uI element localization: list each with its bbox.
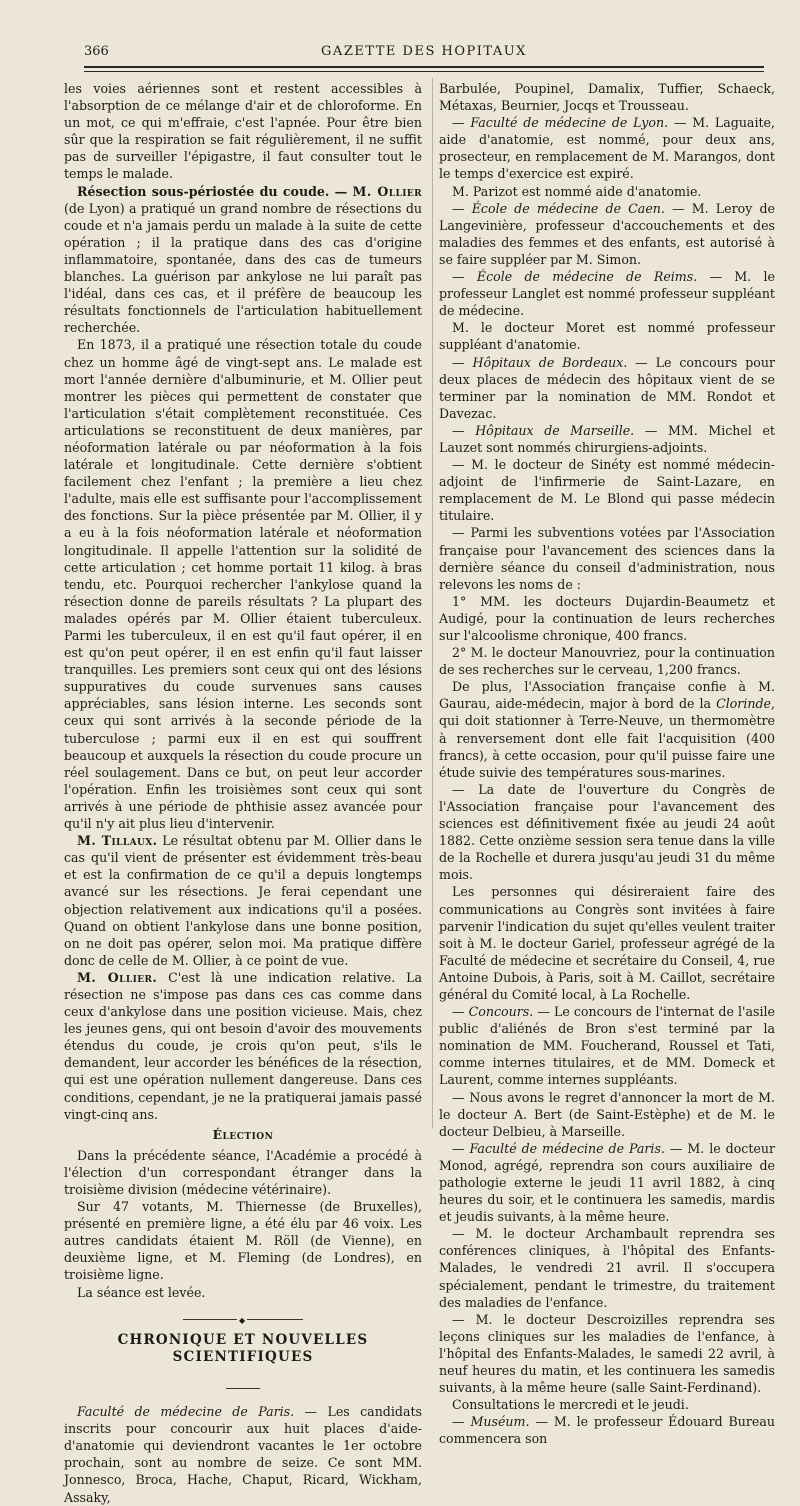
paragraph-text: , qui doit stationner à Terre-Neuve, un thermomètre à renversement dont elle fait l'acquisition (400 francs), à cette occasion, pour qu'il puisse faire une étude suivie des températures sous-marines.	[439, 696, 775, 780]
page-number: 366	[84, 44, 109, 59]
speaker-name: M. Ollier.	[77, 969, 158, 985]
paragraph: — La date de l'ouverture du Congrès de l'Association française pour l'avancement des sciences est définitivement fixée au jeudi 24 août 1882. Cette onzième session sera tenue dans la ville de la Rochelle et durera jusqu'au jeudi 31 du même mois.	[439, 781, 775, 883]
election-heading: Élection	[212, 1126, 274, 1142]
paragraph: — École de médecine de Caen. — M. Leroy de Langevinière, professeur d'accouchements et des maladies des femmes et des enfants, est autorisé à se faire suppléer par M. Simon.	[439, 200, 775, 267]
speaker-name: M. Tillaux.	[77, 833, 158, 849]
paragraph: Consultations le mercredi et le jeudi.	[452, 1397, 689, 1413]
paragraph-lead: Hôpitaux de Marseille.	[475, 422, 635, 438]
paragraph-lead: Faculté de médecine de Paris.	[77, 1404, 295, 1420]
paragraph-lead: Résection sous-périostée du coude. —	[77, 183, 353, 199]
paragraph-text: — Le concours pour deux places de médecin des hôpitaux vient de se terminer par la nomination de MM. Rondot et Davezac.	[439, 354, 775, 421]
paragraph: — Parmi les subventions votées par l'Association française pour l'avancement des sciences dans la dernière séance du conseil d'administration, nous relevons les noms de :	[439, 525, 775, 592]
paragraph: — Nous avons le regret d'annoncer la mort de M. le docteur A. Bert (de Saint-Estèphe) et de M. le docteur Delbieu, à Marseille.	[439, 1089, 775, 1139]
paragraph-lead: Muséum.	[470, 1414, 530, 1430]
paragraph-text: — M. Leroy de Langevinière, professeur d'accouchements et des maladies des femmes et des enfants, est autorisé à se faire suppléer par M. Simon.	[439, 200, 775, 267]
paragraph-text: — M. le professeur Édouard Bureau commencera son	[439, 1414, 775, 1447]
paragraph-lead: École de médecine de Reims.	[476, 269, 698, 285]
paragraph: — École de médecine de Reims. — M. le professeur Langlet est nommé professeur suppléant de médecine.	[439, 269, 775, 319]
paragraph	[64, 832, 422, 969]
paragraph: Dans la précédente séance, l'Académie a procédé à l'élection d'un correspondant étranger dans la troisième division (médecine vétérinaire).	[64, 1147, 422, 1197]
paragraph-lead: Faculté de médecine de Lyon.	[470, 115, 669, 131]
paragraph-text: (de Lyon) a pratiqué un grand nombre de résections du coude et n'a jamais perdu un malade à la suite de cette opération ; il la pratique dans des cas d'origine inflammatoire, spontanée, dans des cas de tumeurs blanches. La guérison par ankylose ne lui paraît pas l'idéal, dans ces cas, et il préfère de beaucoup les résultats fonctionnels de l'articulation habituellement recherchée.	[64, 200, 422, 336]
paragraph: La séance est levée.	[77, 1284, 206, 1300]
paragraph: — Hôpitaux de Marseille. — MM. Michel et Lauzet sont nommés chirurgiens-adjoints.	[439, 422, 775, 455]
header-rule-thin	[84, 71, 764, 72]
paragraph: — Faculté de médecine de Paris. — M. le docteur Monod, agrégé, reprendra son cours auxiliaire de pathologie externe le jeudi 11 avril 1882, à cinq heures du soir, et le continuera les samedis, mardis et jeudis suivants, à la même heure.	[439, 1140, 775, 1225]
paragraph	[64, 183, 422, 337]
paragraph: M. le docteur Moret est nommé professeur suppléant d'anatomie.	[439, 320, 775, 353]
speaker-name: M. Ollier	[352, 183, 422, 199]
running-title: GAZETTE DES HOPITAUX	[321, 44, 527, 59]
paragraph-text: Le résultat obtenu par M. Ollier dans le cas qu'il vient de présenter est évidemment très-beau et est la confirmation de ce qu'il a depuis longtemps avancé sur les résections. Je ferai cependant une objection relativement aux indications qu'il a posées. Quand on obtient l'ankylose dans une bonne position, on ne doit pas opérer, selon moi. Ma pratique diffère donc de celle de M. Ollier, à ce point de vue.	[64, 833, 423, 968]
paragraph: — Faculté de médecine de Lyon. — M. Laguaite, aide d'anatomie, est nommé, pour deux ans, prosecteur, en remplacement de M. Marangos, dont le temps d'exercice est expiré.	[439, 115, 775, 182]
paragraph: 2° M. le docteur Manouvriez, pour la continuation de ses recherches sur le cerveau, 1,200 francs.	[439, 645, 775, 678]
paragraph-text: — MM. Michel et Lauzet sont nommés chirurgiens-adjoints.	[439, 422, 775, 455]
paragraph-text: — Le concours de l'internat de l'asile public d'aliénés de Bron s'est terminé par la nomination de MM. Foucherand, Roussel et Tati, comme internes titulaires, et de MM. Domeck et Laurent, comme internes suppléants.	[439, 1004, 775, 1088]
paragraph: — Muséum. — M. le professeur Édouard Bureau commencera son	[439, 1414, 775, 1447]
right-column	[439, 80, 775, 1448]
paragraph-text: — Les candidats inscrits pour concourir aux huit places d'aide-d'anatomie qui deviendront vacantes le 1er octobre prochain, sont au nombre de seize. Ce sont MM. Jonnesco, Broca, Hache, Chaput, Ricard, Wickham, Assaky,	[64, 1404, 422, 1505]
paragraph-lead: Faculté de médecine de Paris.	[469, 1140, 665, 1156]
short-divider	[64, 1376, 422, 1393]
paragraph: — M. le docteur Archambault reprendra ses conférences cliniques, à l'hôpital des Enfants-Malades, le vendredi 21 avril. Il s'occupera spécialement, pendant le trimestre, du traitement des maladies de l'enfance.	[439, 1226, 775, 1310]
paragraph-lead: École de médecine de Caen.	[471, 200, 665, 216]
paragraph: M. Parizot est nommé aide d'anatomie.	[452, 183, 702, 199]
paragraph: En 1873, il a pratiqué une résection totale du coude chez un homme âgé de vingt-sept ans. Le malade est mort l'année dernière d'albuminurie, et M. Ollier peut montrer les pièces qui permettent de constater que l'articulation s'était complètement reconstituée. Ces articulations se reconstituent de deux manières, par néoformation latérale ou par néoformation à la fois latérale et longitudinale. Cette dernière s'obtient facilement chez l'enfant ; la première a lieu chez l'adulte, mais elle est suffisante pour l'accomplissement des fonctions. Sur la pièce présentée par M. Ollier, il y a eu à la fois néoformation latérale et néoformation longitudinale. Il appelle l'attention sur la solidité de cette articulation ; cet homme portait 11 kilog. à bras tendu, etc. Pourquoi rechercher l'ankylose quand la résection donne de pareils résultats ? La plupart des malades opérés par M. Ollier étaient tuberculeux. Parmi les tuberculeux, il en est qu'il faut opérer, il en est qu'on peut opérer, il en est enfin qu'il faut laisser tranquilles. Les premiers sont ceux qui ont des lésions suppuratives du coude survenues sans causes appréciables, sans lésion interne. Les seconds sont ceux qui sont arrivés à la seconde période de la tuberculose ; parmi eux il en est qui souffrent beaucoup et auxquels la résection du coude procure un réel soulagement. Dans ce but, on peut leur accorder l'opération. Enfin les troisièmes sont ceux qui sont arrivés à une période de phthisie assez avancée pour qu'il n'y ait plus lieu d'intervenir.	[64, 337, 422, 832]
left-column	[64, 80, 422, 1506]
paragraph-text: De plus, l'Association française confie à M. Gaurau, aide-médecin, major à bord de la	[439, 679, 775, 712]
page-header	[84, 44, 764, 64]
paragraph: — M. le docteur Descroizilles reprendra ses leçons cliniques sur les maladies de l'enfance, à l'hôpital des Enfants-Malades, le samedi 22 avril, à neuf heures du matin, et les continuera les samedis suivants, à la même heure (salle Saint-Ferdinand).	[439, 1311, 775, 1396]
paragraph: 1° MM. les docteurs Dujardin-Beaumetz et Audigé, pour la continuation de leurs recherches sur l'alcoolisme chronique, 400 francs.	[439, 593, 775, 643]
section-ornament	[64, 1307, 422, 1324]
section-heading: CHRONIQUE ET NOUVELLES SCIENTIFIQUES	[117, 1331, 369, 1365]
header-rule-thick	[84, 66, 764, 68]
paragraph	[439, 678, 775, 781]
paragraph: Barbulée, Poupinel, Damalix, Tuffier, Schaeck, Métaxas, Beurnier, Jocqs et Trousseau.	[439, 81, 775, 114]
paragraph-text: — M. Laguaite, aide d'anatomie, est nommé, pour deux ans, prosecteur, en remplacement de M. Marangos, dont le temps d'exercice est expiré.	[439, 115, 775, 182]
paragraph: — Hôpitaux de Bordeaux. — Le concours pour deux places de médecin des hôpitaux vient de se terminer par la nomination de MM. Rondot et Davezac.	[439, 354, 775, 421]
paragraph-lead: Concours.	[468, 1004, 534, 1020]
paragraph-text: C'est là une indication relative. La résection ne s'impose pas dans ces cas comme dans ceux d'ankylose dans une position vicieuse. Mais, chez les jeunes gens, qui ont besoin d'avoir des mouvements étendus du coude, je crois qu'on peut, s'ils le demandent, leur accorder les bénéfices de la résection, qui est une opération nullement dangereuse. Dans ces conditions, cependant, je ne la pratiquerai jamais passé vingt-cinq ans.	[64, 969, 422, 1122]
ship-name: Clorinde	[716, 696, 771, 712]
paragraph: les voies aériennes sont et restent accessibles à l'absorption de ce mélange d'air et de chloroforme. En un mot, ce qui m'effraie, c'est l'apnée. Pour être bien sûr que la respiration se fait régulièrement, il ne suffit pas de surveiller l'épigastre, il faut consulter tout le temps le malade.	[64, 81, 422, 182]
paragraph-lead: Hôpitaux de Bordeaux.	[472, 354, 628, 370]
paragraph-text: — M. le docteur Monod, agrégé, reprendra son cours auxiliaire de pathologie externe le jeudi 11 avril 1882, à cinq heures du soir, et le continuera les samedis, mardis et jeudis suivants, à la même heure.	[439, 1140, 775, 1225]
paragraph: Sur 47 votants, M. Thiernesse (de Bruxelles), présenté en première ligne, a été élu par 46 voix. Les autres candidats étaient M. Röll (de Vienne), en deuxième ligne, et M. Fleming (de Londres), en troisième ligne.	[64, 1199, 422, 1283]
paragraph	[64, 969, 422, 1123]
column-separator	[432, 78, 433, 1128]
paragraph: Les personnes qui désireraient faire des communications au Congrès sont invitées à faire parvenir l'indication du sujet qu'elles veulent traiter soit à M. le docteur Gariel, professeur agrégé de la Faculté de médecine et secrétaire du Conseil, 4, rue Antoine Dubois, à Paris, soit à M. Caillot, secrétaire général du Comité local, à La Rochelle.	[439, 884, 775, 1002]
paragraph: — M. le docteur de Sinéty est nommé médecin-adjoint de l'infirmerie de Saint-Lazare, en remplacement de M. Le Blond qui passe médecin titulaire.	[439, 457, 775, 524]
paragraph: — Concours. — Le concours de l'internat de l'asile public d'aliénés de Bron s'est terminé par la nomination de MM. Foucherand, Roussel et Tati, comme internes titulaires, et de MM. Domeck et Laurent, comme internes suppléants.	[439, 1004, 775, 1088]
paragraph	[64, 1403, 422, 1506]
paragraph-text: — M. le professeur Langlet est nommé professeur suppléant de médecine.	[439, 269, 775, 319]
